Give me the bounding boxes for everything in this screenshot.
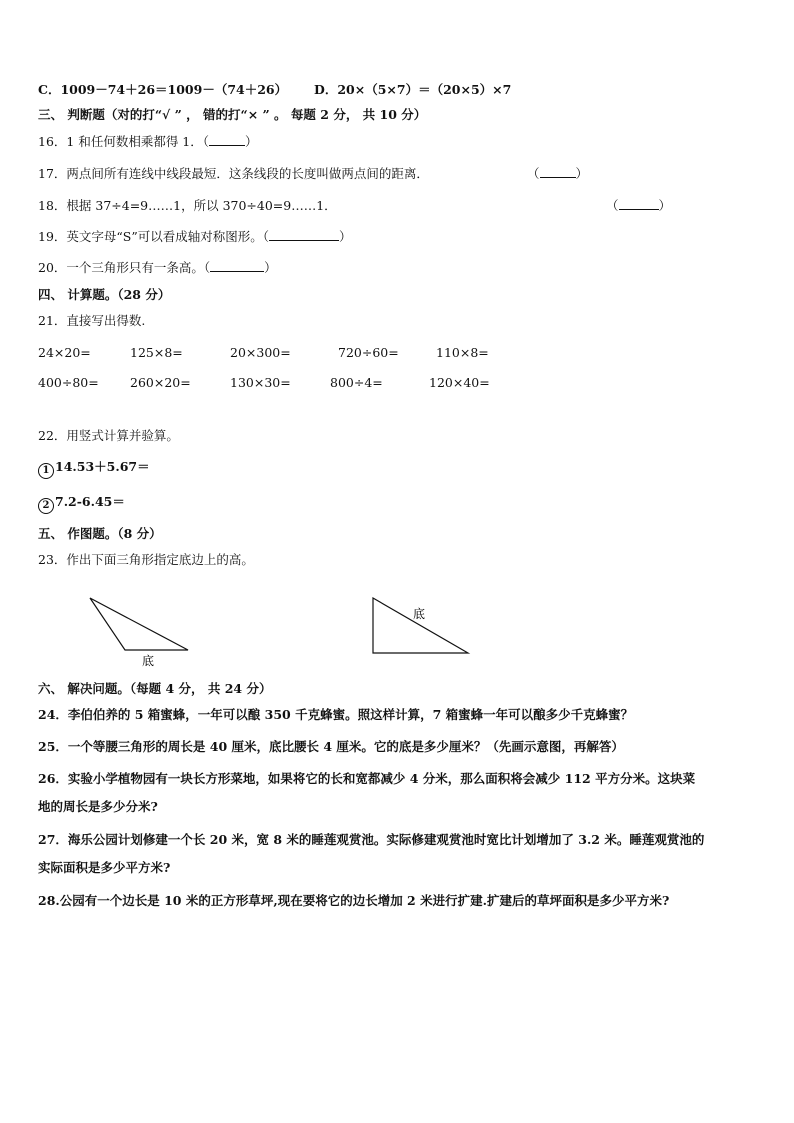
q15-option-d: D．20×（5×7）＝（20×5）×7 <box>314 82 512 97</box>
calc-item: 260×20= <box>130 375 191 390</box>
calc-item: 400÷80= <box>38 375 99 390</box>
calc-item: 120×40= <box>429 375 490 390</box>
question-19-text: 19．英文字母“S”可以看成轴对称图形。（ <box>38 229 270 244</box>
answer-blank-16[interactable] <box>209 134 245 146</box>
question-22-item-2-text: 7.2-6.45＝ <box>55 494 125 509</box>
calc-item: 110×8= <box>436 345 489 360</box>
triangle-1 <box>90 598 188 650</box>
question-18-close: ） <box>658 198 672 213</box>
question-26-line-1: 26．实验小学植物园有一块长方形菜地，如果将它的长和宽都减少 4 分米，那么面积将会减少 112 平方分米。这块菜 <box>38 771 696 786</box>
question-19-close: ） <box>339 229 352 244</box>
question-17-answer <box>527 166 588 182</box>
question-20-close: ） <box>264 260 277 275</box>
question-17-close: ） <box>575 166 589 181</box>
question-27-line-2: 实际面积是多少平方米? <box>38 860 171 875</box>
question-28: 28.公园有一个边长是 10 米的正方形草坪,现在要将它的边长增加 2 米进行扩建.扩建后的草坪面积是多少平方米? <box>38 893 670 908</box>
question-20 <box>38 260 277 276</box>
circled-number-2: 2 <box>38 498 54 514</box>
right-triangle-figure <box>365 590 485 665</box>
answer-blank-18[interactable] <box>619 198 659 210</box>
calc-item: 125×8= <box>130 345 183 360</box>
question-21-title: 21．直接写出得数. <box>38 313 146 328</box>
question-27-line-1: 27．海乐公园计划修建一个长 20 米，宽 8 米的睡莲观赏池。实际修建观赏池时宽比计划增加了 3.2 米。睡莲观赏池的 <box>38 832 705 847</box>
question-23-title: 23．作出下面三角形指定底边上的高。 <box>38 552 254 567</box>
calc-item: 130×30= <box>230 375 291 390</box>
section-5-heading: 五、 作图题。（8 分） <box>38 526 162 541</box>
calc-item: 20×300= <box>230 345 291 360</box>
calc-item: 720÷60= <box>338 345 399 360</box>
section-4-heading: 四、 计算题。（28 分） <box>38 287 171 302</box>
question-22-title: 22．用竖式计算并验算。 <box>38 428 179 443</box>
section-6-heading: 六、 解决问题。（每题 4 分， 共 24 分） <box>38 681 272 696</box>
question-20-text: 20．一个三角形只有一条高。（ <box>38 260 211 275</box>
q15-option-c: C．1009－74＋26＝1009－（74＋26） <box>38 82 288 97</box>
question-25: 25．一个等腰三角形的周长是 40 厘米，底比腰长 4 厘米。它的底是多少厘米？（先画示意图，再解答） <box>38 739 624 754</box>
answer-blank-17[interactable] <box>540 166 576 178</box>
calc-item: 24×20= <box>38 345 91 360</box>
question-17-open: （ <box>527 166 540 181</box>
circled-number-1: 1 <box>38 463 54 479</box>
question-22-item-1-text: 14.53＋5.67＝ <box>55 459 150 474</box>
question-26-line-2: 地的周长是多少分米? <box>38 799 158 814</box>
question-18-answer <box>606 198 671 214</box>
answer-blank-20[interactable] <box>210 260 264 272</box>
question-22-item-2 <box>38 494 125 514</box>
calc-item: 800÷4= <box>330 375 383 390</box>
obtuse-triangle-figure <box>80 590 200 670</box>
question-22-item-1 <box>38 459 150 479</box>
base-label-2: 底 <box>413 607 426 621</box>
question-18 <box>38 198 337 214</box>
question-17 <box>38 166 429 182</box>
question-17-text: 17．两点间所有连线中线段最短．这条线段的长度叫做两点间的距离． <box>38 166 429 181</box>
question-18-text: 18．根据 37÷4=9……1，所以 370÷40=9……1． <box>38 198 337 213</box>
question-18-open: （ <box>606 198 619 213</box>
question-19 <box>38 229 352 245</box>
base-label-1: 底 <box>142 654 155 668</box>
question-24: 24．李伯伯养的 5 箱蜜蜂，一年可以酿 350 千克蜂蜜。照这样计算，7 箱蜜蜂一年可以酿多少千克蜂蜜？ <box>38 707 634 722</box>
question-16-text: 16．1 和任何数相乘都得 1．（ <box>38 134 210 149</box>
question-16-close: ） <box>245 134 258 149</box>
question-16 <box>38 134 258 150</box>
section-3-heading: 三、 判断题（对的打“√ ” ， 错的打“× ” 。 每题 2 分， 共 10 分） <box>38 107 427 122</box>
answer-blank-19[interactable] <box>269 229 339 241</box>
